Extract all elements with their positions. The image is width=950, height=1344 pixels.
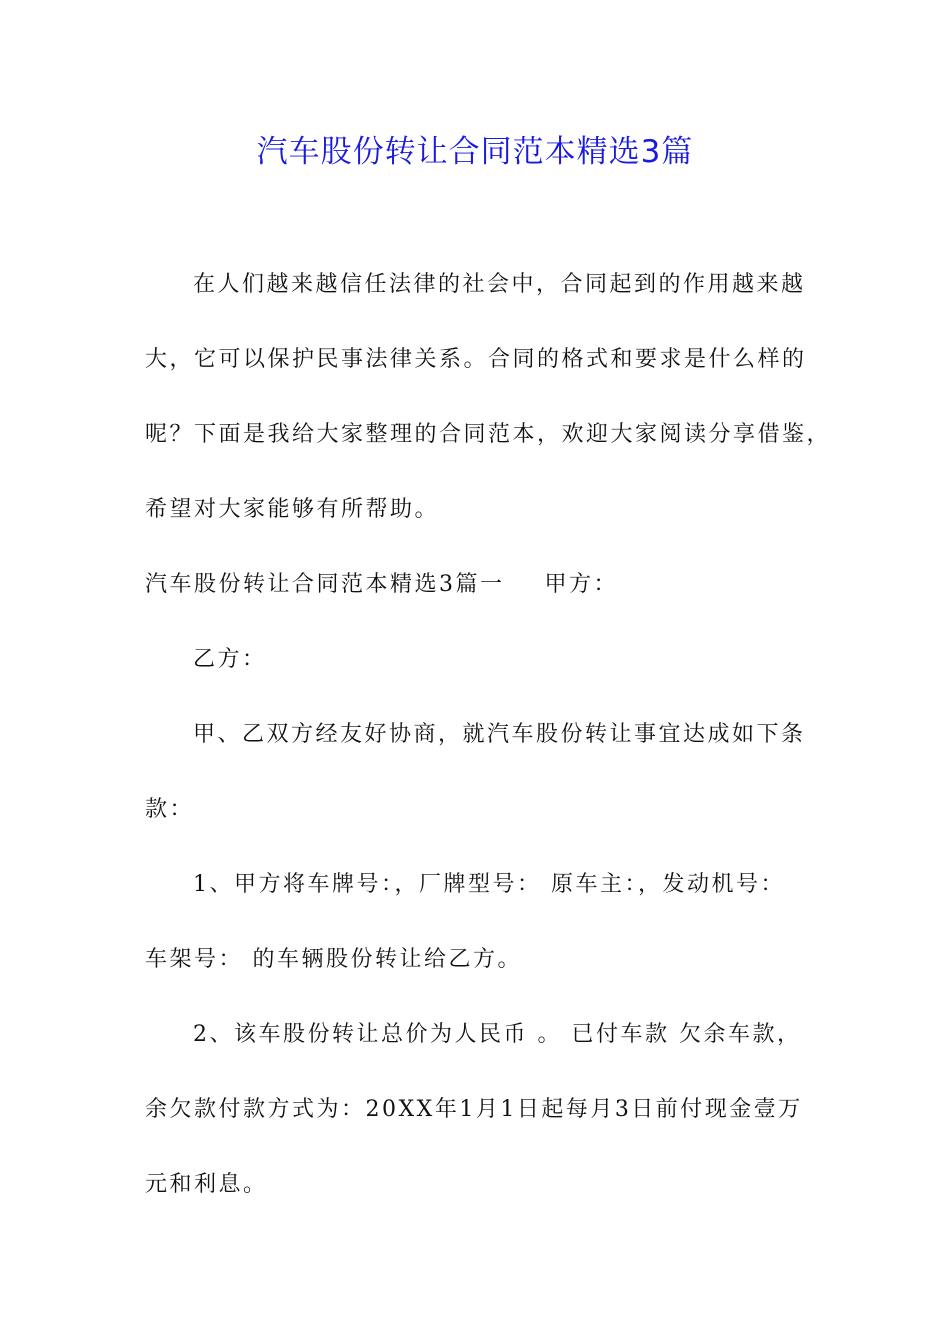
intro-line-2: 大，它可以保护民事法律关系。合同的格式和要求是什么样的 (145, 347, 807, 372)
section-heading: 汽车股份转让合同范本精选3篇一 (145, 572, 505, 597)
clause-1-line-2: 车架号： 的车辆股份转让给乙方。 (145, 947, 522, 972)
party-a-label: 甲方： (544, 572, 619, 597)
clause-2-line-1: 2、该车股份转让总价为人民币 。 已付车款 欠余车款， (193, 1022, 802, 1047)
intro-line-1: 在人们越来越信任法律的社会中，合同起到的作用越来越 (193, 272, 806, 297)
document-title: 汽车股份转让合同范本精选3篇 (256, 134, 694, 170)
section-heading-row (145, 570, 618, 600)
clause-1-line-1: 1、甲方将车牌号：，厂牌型号： 原车主：，发动机号： (193, 872, 785, 897)
agreement-line-2: 款： (145, 797, 195, 822)
clause-2-line-3: 元和利息。 (145, 1172, 268, 1197)
clause-2-line-2: 余欠款付款方式为：20XX年1月1日起每月3日前付现金壹万 (145, 1097, 803, 1122)
intro-line-4: 希望对大家能够有所帮助。 (145, 497, 440, 522)
party-b-label: 乙方： (193, 647, 267, 672)
intro-line-3: 呢？下面是我给大家整理的合同范本，欢迎大家阅读分享借鉴， (145, 422, 832, 447)
agreement-line-1: 甲、乙双方经友好协商，就汽车股份转让事宜达成如下条 (193, 722, 806, 747)
